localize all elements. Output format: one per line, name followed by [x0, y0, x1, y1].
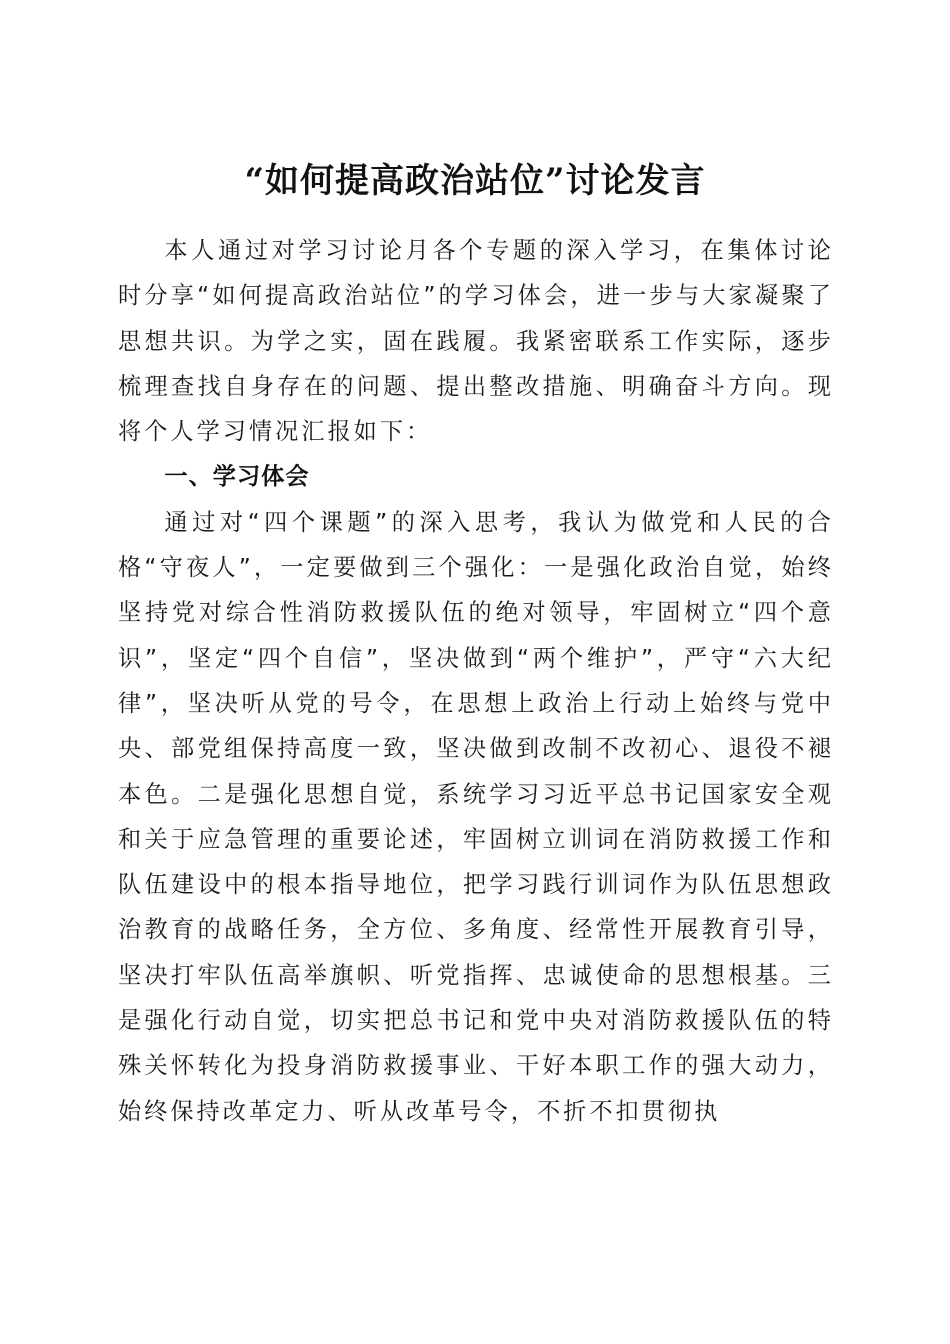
- section-paragraph: 通过对“四个课题”的深入思考，我认为做党和人民的合格“守夜人”，一定要做到三个强化：一是强化政治自觉，始终坚持党对综合性消防救援队伍的绝对领导，牢固树立“四个意识”，坚定“四个自信”，坚决做到“两个维护”，严守“六大纪律”，坚决听从党的号令，在思想上政治上行动上始终与党中央、部党组保持高度一致，坚决做到改制不改初心、退役不褪本色。二是强化思想自觉，系统学习习近平总书记国家安全观和关于应急管理的重要论述，牢固树立训词在消防救援工作和队伍建设中的根本指导地位，把学习践行训词作为队伍思想政治教育的战略任务，全方位、多角度、经常性开展教育引导，坚决打牢队伍高举旗帜、听党指挥、忠诚使命的思想根基。三是强化行动自觉，切实把总书记和党中央对消防救援队伍的特殊关怀转化为投身消防救援事业、干好本职工作的强大动力，始终保持改革定力、听从改革号令，不折不扣贯彻执: [118, 508, 834, 1125]
- document-body: [118, 228, 834, 1134]
- document-title: “如何提高政治站位”讨论发言: [244, 160, 706, 201]
- intro-paragraph: 本人通过对学习讨论月各个专题的深入学习，在集体讨论时分享“如何提高政治站位”的学习体会，进一步与大家凝聚了思想共识。为学之实，固在践履。我紧密联系工作实际，逐步梳理查找自身存在的问题、提出整改措施、明确奋斗方向。现将个人学习情况汇报如下：: [118, 237, 834, 446]
- section-heading: 一、学习体会: [164, 463, 310, 491]
